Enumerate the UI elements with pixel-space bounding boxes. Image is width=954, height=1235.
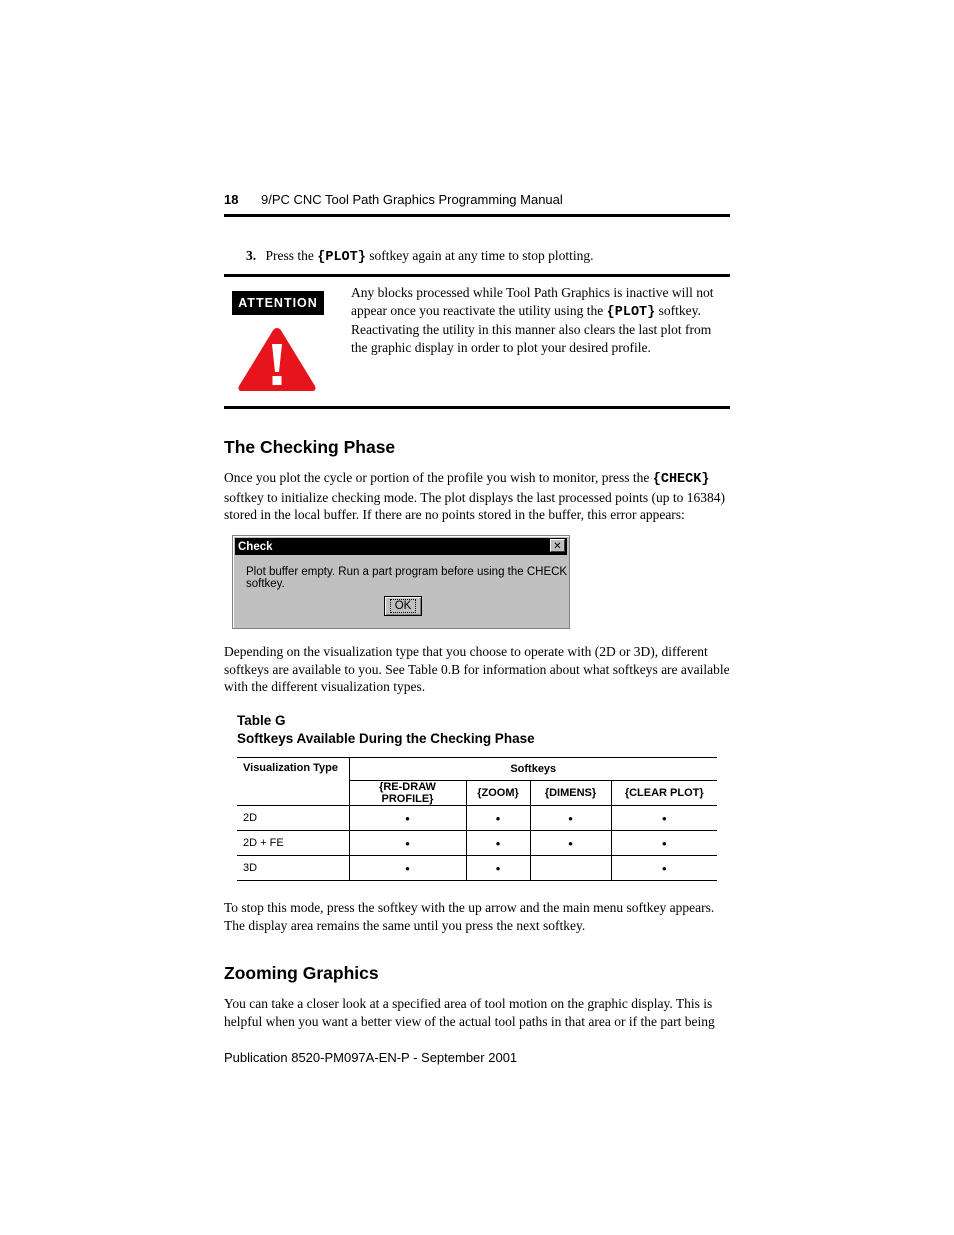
header-rule: [224, 214, 730, 217]
availability-bullet: •: [466, 856, 530, 881]
check-softkey-ref: {CHECK}: [652, 472, 710, 487]
softkeys-table: [237, 757, 717, 881]
availability-bullet: •: [530, 806, 611, 831]
availability-bullet: •: [349, 856, 466, 881]
close-icon[interactable]: ✕: [550, 539, 565, 552]
paragraph-text-before: Once you plot the cycle or portion of the profile you wish to monitor, press the: [224, 470, 650, 485]
attention-label: ATTENTION: [232, 291, 324, 315]
ok-button-label: OK: [390, 599, 417, 613]
dialog-titlebar: [235, 538, 567, 555]
section-heading-checking: The Checking Phase: [224, 437, 396, 457]
dialog-title: Check: [238, 540, 273, 553]
plot-softkey-ref: {PLOT}: [606, 304, 656, 320]
availability-bullet: •: [349, 806, 466, 831]
row-type: 2D: [237, 806, 349, 831]
col-header-clear-plot: {CLEAR PLOT}: [611, 781, 717, 806]
availability-bullet: •: [349, 831, 466, 856]
table-caption: [237, 712, 535, 747]
check-error-dialog: [232, 535, 570, 629]
table-title: Softkeys Available During the Checking Phase: [237, 730, 535, 746]
checking-paragraph-3: To stop this mode, press the softkey with the up arrow and the main menu softkey appears. The display area remains the same until you press the next softkey.: [224, 900, 715, 933]
availability-bullet: •: [530, 831, 611, 856]
step-number: 3.: [246, 248, 257, 263]
step-3: [246, 248, 593, 265]
attention-top-rule: [224, 274, 730, 277]
checking-paragraph-2: Depending on the visualization type that you choose to operate with (2D or 3D), different softkeys are available to you. See Table 0.B for information about what softkeys are available with the different visualization types.: [224, 644, 730, 694]
attention-text: [351, 284, 731, 356]
checking-paragraph-1: [224, 469, 730, 524]
dialog-message: Plot buffer empty. Run a part program before using the CHECK softkey.: [246, 566, 568, 590]
section-heading-zooming: Zooming Graphics: [224, 963, 379, 983]
availability-bullet: •: [611, 831, 717, 856]
step-text-after: softkey again at any time to stop plotting.: [369, 248, 594, 263]
attention-text-before: Any blocks processed while Tool Path Graphics is inactive will not appear once you reactivate the utility using the: [351, 285, 714, 318]
availability-bullet: •: [611, 806, 717, 831]
attention-text-after: softkey. Reactivating the utility in this manner also clears the last plot from the graphic display in order to plot your desired profile.: [351, 302, 712, 355]
ok-button[interactable]: [384, 596, 422, 616]
col-header-softkeys: Softkeys: [349, 758, 717, 781]
paragraph-text-after: softkey to initialize checking mode. The plot displays the last processed points (up to 16384) stored in the local buffer. If there are no points stored in the buffer, this error appears:: [224, 489, 726, 522]
step-text-before: Press the: [265, 248, 314, 263]
attention-bottom-rule: [224, 406, 730, 409]
plot-softkey-ref: {PLOT}: [317, 250, 366, 265]
col-header-visualization-type: Visualization Type: [237, 758, 349, 806]
running-header-title: 9/PC CNC Tool Path Graphics Programming Manual: [261, 192, 563, 207]
row-type: 3D: [237, 856, 349, 881]
col-header-dimens: {DIMENS}: [530, 781, 611, 806]
availability-bullet: •: [466, 806, 530, 831]
col-header-zoom: {ZOOM}: [466, 781, 530, 806]
availability-bullet: [530, 856, 611, 881]
warning-triangle-icon: [236, 324, 318, 399]
page-number: 18: [224, 192, 239, 207]
publication-footer: Publication 8520-PM097A-EN-P - September 2001: [224, 1050, 518, 1065]
availability-bullet: •: [611, 856, 717, 881]
zooming-paragraph: You can take a closer look at a specified area of tool motion on the graphic display. This is helpful when you want a better view of the actual tool paths in that area or if the part being: [224, 996, 715, 1029]
table-row: [237, 856, 717, 881]
table-row: [237, 831, 717, 856]
table-row: [237, 806, 717, 831]
table-number: Table G: [237, 713, 286, 728]
col-header-redraw-profile: {RE-DRAW PROFILE}: [349, 781, 466, 806]
row-type: 2D + FE: [237, 831, 349, 856]
availability-bullet: •: [466, 831, 530, 856]
